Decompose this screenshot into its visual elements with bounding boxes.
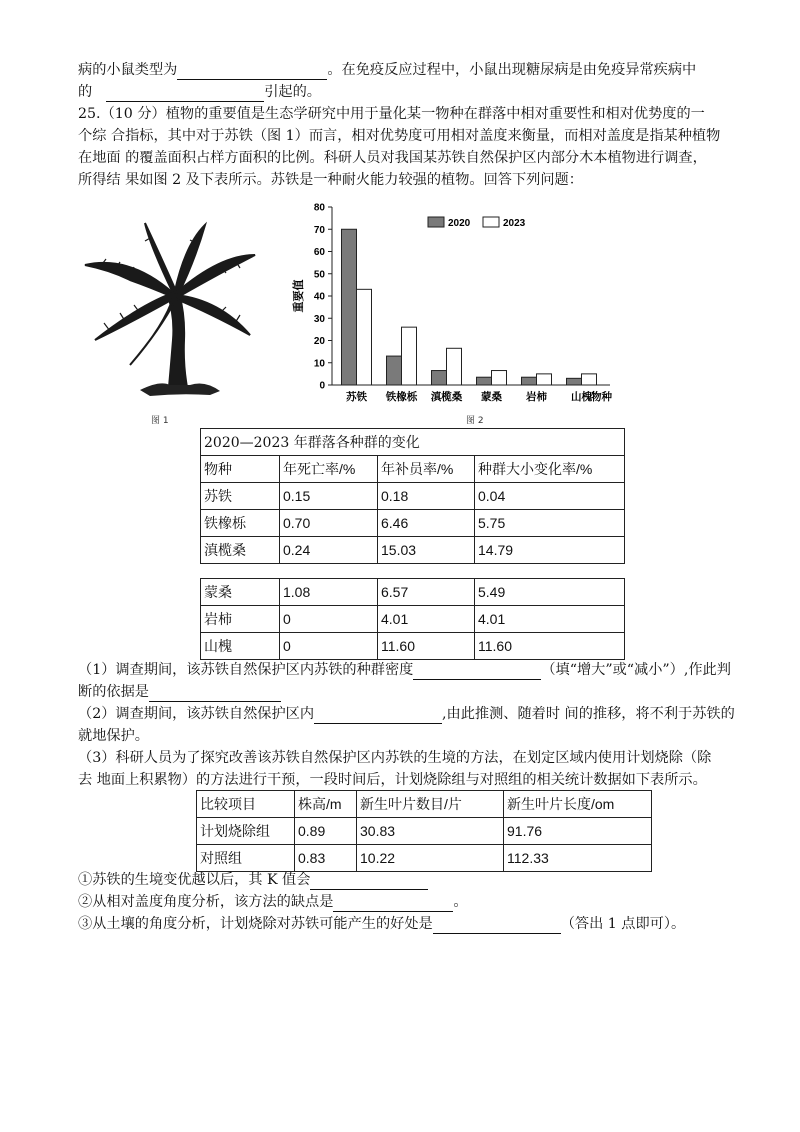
question-3: （3）科研人员为了探究改善该苏铁自然保护区内苏铁的生境的方法，在划定区域内使用计划烧除（除: [78, 750, 712, 766]
table-row: 山槐 0 11.60 11.60: [201, 633, 625, 660]
figure-caption: 图 2: [466, 416, 484, 426]
y-tick-label: 30: [313, 313, 325, 325]
question-2-cont: 就地保护。: [78, 728, 149, 744]
col-header: 比较项目: [197, 791, 295, 818]
x-tick-label: 蒙桑: [481, 391, 502, 403]
table-row: 蒙桑 1.08 6.57 5.49: [201, 579, 625, 606]
y-tick-label: 40: [313, 291, 325, 303]
answer-blank[interactable]: [310, 874, 428, 890]
y-tick-label: 60: [313, 247, 325, 258]
col-header: 物种: [201, 456, 280, 483]
y-tick-label: 20: [313, 336, 325, 347]
y-tick-label: 80: [313, 202, 325, 214]
bar-2020: [432, 371, 447, 385]
figure-caption: 图 1: [151, 416, 169, 426]
answer-blank[interactable]: [177, 64, 327, 80]
x-tick-label: 岩柿: [526, 391, 547, 403]
question-1: （1）调查期间，该苏铁自然保护区内苏铁的种群密度 （填“增大”或“减小”）,作此判: [78, 662, 731, 678]
burning-comparison-table: [196, 790, 652, 872]
col-header: 年补员率/%: [378, 456, 475, 483]
answer-blank[interactable]: [413, 664, 541, 680]
question-3-cont: 去 地面上积累物）的方法进行干预，一段时间后，计划烧除组与对照组的相关统计数据如下表所示。: [78, 772, 707, 788]
y-tick-label: 70: [313, 224, 325, 236]
table-row: 滇榄桑 0.24 15.03 14.79: [201, 537, 625, 564]
bar-2020: [567, 378, 582, 385]
col-header: 新生叶片数目/片: [357, 791, 504, 818]
x-tick-label: 山槐: [571, 391, 592, 403]
bar-2023: [447, 348, 462, 385]
col-header: 新生叶片长度/om: [504, 791, 652, 818]
bar-2020: [342, 229, 357, 385]
x-axis-label: 物种: [591, 391, 612, 403]
table-row: 岩柿 0 4.01 4.01: [201, 606, 625, 633]
bar-2023: [402, 327, 417, 385]
y-tick-label: 50: [313, 269, 325, 281]
y-tick-label: 10: [313, 358, 325, 370]
q25-intro-line: 25.（10 分）植物的重要值是生态学研究中用于量化某一物种在群落中相对重要性和相对优势度的一: [78, 106, 705, 122]
bar-2020: [522, 377, 537, 385]
table-row: 计划烧除组 0.89 30.83 91.76: [197, 818, 652, 845]
legend-swatch: [428, 217, 444, 227]
population-change-table-continued: [200, 578, 625, 660]
legend-label: 2023: [503, 218, 526, 229]
legend-swatch: [483, 217, 499, 227]
table-header-row: [197, 791, 652, 818]
text-line: 病的小鼠类型为 。在免疫反应过程中，小鼠出现糖尿病是由免疫异常疾病中: [78, 62, 697, 78]
answer-blank[interactable]: [106, 86, 264, 102]
importance-value-chart: [280, 195, 620, 410]
text-line: 的 引起的。: [78, 84, 321, 100]
sub-question-3: ③从土壤的角度分析，计划烧除对苏铁可能产生的好处是 （答出 1 点即可）。: [78, 916, 686, 932]
col-header: 年死亡率/%: [280, 456, 378, 483]
x-tick-label: 铁橡栎: [385, 391, 418, 403]
answer-blank[interactable]: [433, 918, 561, 934]
answer-blank[interactable]: [149, 686, 281, 702]
table-title: 2020—2023 年群落各种群的变化: [201, 429, 625, 456]
question-1-cont: 断的依据是: [78, 682, 281, 702]
population-change-table: [200, 428, 625, 564]
answer-blank[interactable]: [333, 896, 453, 912]
legend-label: 2020: [448, 218, 471, 229]
table-row: 苏铁 0.15 0.18 0.04: [201, 483, 625, 510]
col-header: 株高/m: [295, 791, 357, 818]
table-header-row: [201, 456, 625, 483]
col-header: 种群大小变化率/%: [475, 456, 625, 483]
q25-intro-line: 所得结 果如图 2 及下表所示。苏铁是一种耐火能力较强的植物。回答下列问题：: [78, 172, 583, 188]
bar-2020: [387, 356, 402, 385]
bar-2023: [357, 289, 372, 385]
y-tick-label: 0: [319, 380, 325, 392]
cycad-figure: [70, 215, 270, 405]
table-row: 对照组 0.83 10.22 112.33: [197, 845, 652, 872]
q25-intro-line: 在地面 的覆盖面积占样方面积的比例。科研人员对我国某苏铁自然保护区内部分木本植物进行调查，: [78, 150, 707, 166]
bar-2020: [477, 377, 492, 385]
bar-2023: [492, 371, 507, 385]
bar-2023: [582, 374, 597, 385]
sub-question-2: ②从相对盖度角度分析，该方法的缺点是 。: [78, 894, 468, 910]
table-row: 铁橡栎 0.70 6.46 5.75: [201, 510, 625, 537]
x-tick-label: 滇榄桑: [430, 391, 463, 403]
sub-question-1: ①苏铁的生境变优越以后，其 K 值会: [78, 870, 428, 890]
question-2: （2）调查期间，该苏铁自然保护区内 ,由此推测、随着时 间的推移，将不利于苏铁的: [78, 706, 735, 722]
bar-2023: [537, 374, 552, 385]
y-axis-label: 重要值: [292, 279, 305, 313]
answer-blank[interactable]: [314, 708, 442, 724]
x-tick-label: 苏铁: [346, 391, 367, 403]
q25-intro-line: 个综 合指标，其中对于苏铁（图 1）而言，相对优势度可用相对盖度来衡量，而相对盖度是指某种植物: [78, 128, 721, 144]
